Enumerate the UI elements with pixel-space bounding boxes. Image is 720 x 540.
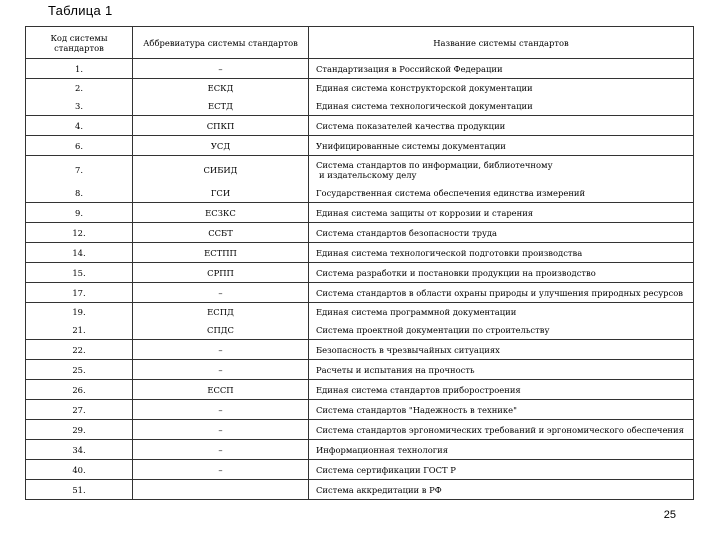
table-row <box>26 59 694 79</box>
cell-code: 21. <box>26 321 133 340</box>
cell-abbr: – <box>133 420 309 440</box>
cell-name: Государственная система обеспечения единства измерений <box>309 184 694 203</box>
cell-name: Единая система защиты от коррозии и старения <box>309 203 694 223</box>
table-row <box>26 203 694 223</box>
table-row <box>26 380 694 400</box>
table-row <box>26 156 694 185</box>
cell-name <box>309 156 694 185</box>
cell-name: Система стандартов эргономических требований и эргономического обеспечения <box>309 420 694 440</box>
page-number: 25 <box>663 509 676 521</box>
header-name: Название системы стандартов <box>309 27 694 59</box>
cell-abbr: ЕСПД <box>133 303 309 322</box>
cell-code: 26. <box>26 380 133 400</box>
cell-abbr: СРПП <box>133 263 309 283</box>
cell-abbr: СПДС <box>133 321 309 340</box>
cell-abbr: – <box>133 460 309 480</box>
table-row <box>26 136 694 156</box>
cell-code: 29. <box>26 420 133 440</box>
table-row <box>26 116 694 136</box>
cell-abbr: ЕСТД <box>133 97 309 116</box>
cell-name: Система показателей качества продукции <box>309 116 694 136</box>
cell-name: Информационная технология <box>309 440 694 460</box>
cell-name: Система сертификации ГОСТ Р <box>309 460 694 480</box>
cell-name: Расчеты и испытания на прочность <box>309 360 694 380</box>
cell-code: 14. <box>26 243 133 263</box>
cell-code: 3. <box>26 97 133 116</box>
cell-code: 8. <box>26 184 133 203</box>
cell-name: Система стандартов "Надежность в технике" <box>309 400 694 420</box>
table-row <box>26 97 694 116</box>
cell-name: Унифицированные системы документации <box>309 136 694 156</box>
cell-abbr: ГСИ <box>133 184 309 203</box>
cell-abbr: – <box>133 283 309 303</box>
cell-code: 34. <box>26 440 133 460</box>
cell-name: Стандартизация в Российской Федерации <box>309 59 694 79</box>
table-row <box>26 440 694 460</box>
cell-abbr: ЕСТПП <box>133 243 309 263</box>
table-row <box>26 480 694 500</box>
cell-code: 1. <box>26 59 133 79</box>
cell-name: Единая система технологической документации <box>309 97 694 116</box>
table-row <box>26 79 694 98</box>
cell-abbr: ЕССП <box>133 380 309 400</box>
cell-code: 7. <box>26 156 133 185</box>
table-row <box>26 460 694 480</box>
header-code: Код системы стандартов <box>26 27 133 59</box>
cell-code: 17. <box>26 283 133 303</box>
table-row <box>26 303 694 322</box>
cell-abbr: СПКП <box>133 116 309 136</box>
cell-name-line1: Система стандартов по информации, библиотечному <box>316 160 553 170</box>
cell-code: 27. <box>26 400 133 420</box>
cell-abbr <box>133 480 309 500</box>
table-row <box>26 184 694 203</box>
cell-code: 9. <box>26 203 133 223</box>
cell-name-line2: и издательскому делу <box>319 170 417 180</box>
cell-code: 15. <box>26 263 133 283</box>
table-row <box>26 223 694 243</box>
cell-name: Единая система конструкторской документации <box>309 79 694 98</box>
cell-abbr: СИБИД <box>133 156 309 185</box>
cell-code: 19. <box>26 303 133 322</box>
table-row <box>26 283 694 303</box>
table-row <box>26 420 694 440</box>
cell-code: 4. <box>26 116 133 136</box>
cell-code: 2. <box>26 79 133 98</box>
table-row <box>26 243 694 263</box>
cell-name: Система стандартов в области охраны природы и улучшения природных ресурсов <box>309 283 694 303</box>
cell-name: Система аккредитации в РФ <box>309 480 694 500</box>
cell-abbr: – <box>133 440 309 460</box>
cell-abbr: УСД <box>133 136 309 156</box>
cell-code: 25. <box>26 360 133 380</box>
cell-code: 12. <box>26 223 133 243</box>
cell-code: 51. <box>26 480 133 500</box>
cell-abbr: – <box>133 59 309 79</box>
cell-code: 40. <box>26 460 133 480</box>
cell-name: Система проектной документации по строительству <box>309 321 694 340</box>
cell-name: Система разработки и постановки продукции на производство <box>309 263 694 283</box>
cell-abbr: ЕСЗКС <box>133 203 309 223</box>
cell-name: Система стандартов безопасности труда <box>309 223 694 243</box>
cell-code: 6. <box>26 136 133 156</box>
table-row <box>26 340 694 360</box>
cell-name: Единая система стандартов приборостроения <box>309 380 694 400</box>
cell-code: 22. <box>26 340 133 360</box>
cell-abbr: – <box>133 400 309 420</box>
cell-name: Безопасность в чрезвычайных ситуациях <box>309 340 694 360</box>
cell-abbr: – <box>133 360 309 380</box>
table-row <box>26 400 694 420</box>
cell-name: Единая система программной документации <box>309 303 694 322</box>
cell-abbr: ССБТ <box>133 223 309 243</box>
cell-name: Единая система технологической подготовки производства <box>309 243 694 263</box>
table-row <box>26 360 694 380</box>
cell-abbr: – <box>133 340 309 360</box>
table-row <box>26 321 694 340</box>
table-row <box>26 263 694 283</box>
header-row <box>26 27 694 59</box>
standards-table <box>25 26 694 500</box>
cell-abbr: ЕСКД <box>133 79 309 98</box>
table-caption: Таблица 1 <box>48 3 113 18</box>
header-abbr: Аббревиатура системы стандартов <box>133 27 309 59</box>
